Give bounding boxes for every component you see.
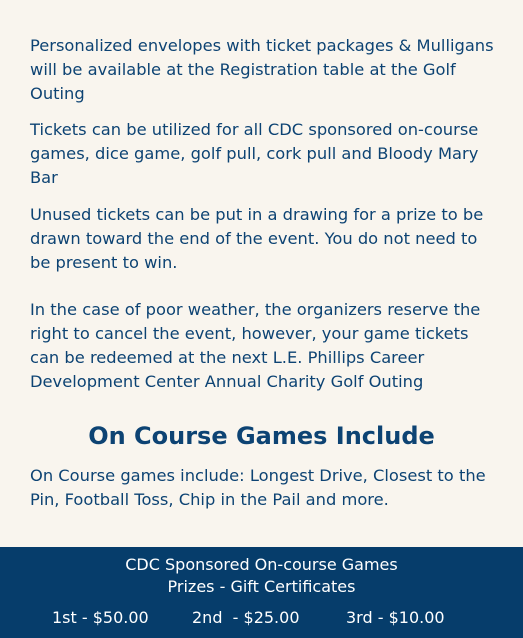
prizes-footer (0, 547, 523, 638)
prize-second: 2nd - $25.00 (192, 608, 300, 627)
section-heading: On Course Games Include (88, 422, 435, 450)
prize-third: 3rd - $10.00 (346, 608, 445, 627)
games-list-paragraph: On Course games include: Longest Drive, Closest to the Pin, Football Toss, Chip in the Pail and more. (30, 466, 486, 509)
footer-title: CDC Sponsored On-course Games (125, 555, 398, 574)
unused-tickets-paragraph: Unused tickets can be put in a drawing for a prize to be drawn toward the end of the event. You do not need to be present to win. (30, 205, 484, 272)
footer-subtitle: Prizes - Gift Certificates (167, 577, 356, 596)
tickets-usage-paragraph: Tickets can be utilized for all CDC sponsored on-course games, dice game, golf pull, cork pull and Bloody Mary Bar (30, 120, 479, 187)
weather-policy-paragraph: In the case of poor weather, the organizers reserve the right to cancel the event, however, your game tickets can be redeemed at the next L.E. Phillips Career Development Center Annual Charity Golf Outing (30, 300, 481, 391)
prize-first: 1st - $50.00 (52, 608, 149, 627)
envelopes-paragraph: Personalized envelopes with ticket packages & Mulligans will be available at the Registration table at the Golf Outing (30, 36, 494, 103)
